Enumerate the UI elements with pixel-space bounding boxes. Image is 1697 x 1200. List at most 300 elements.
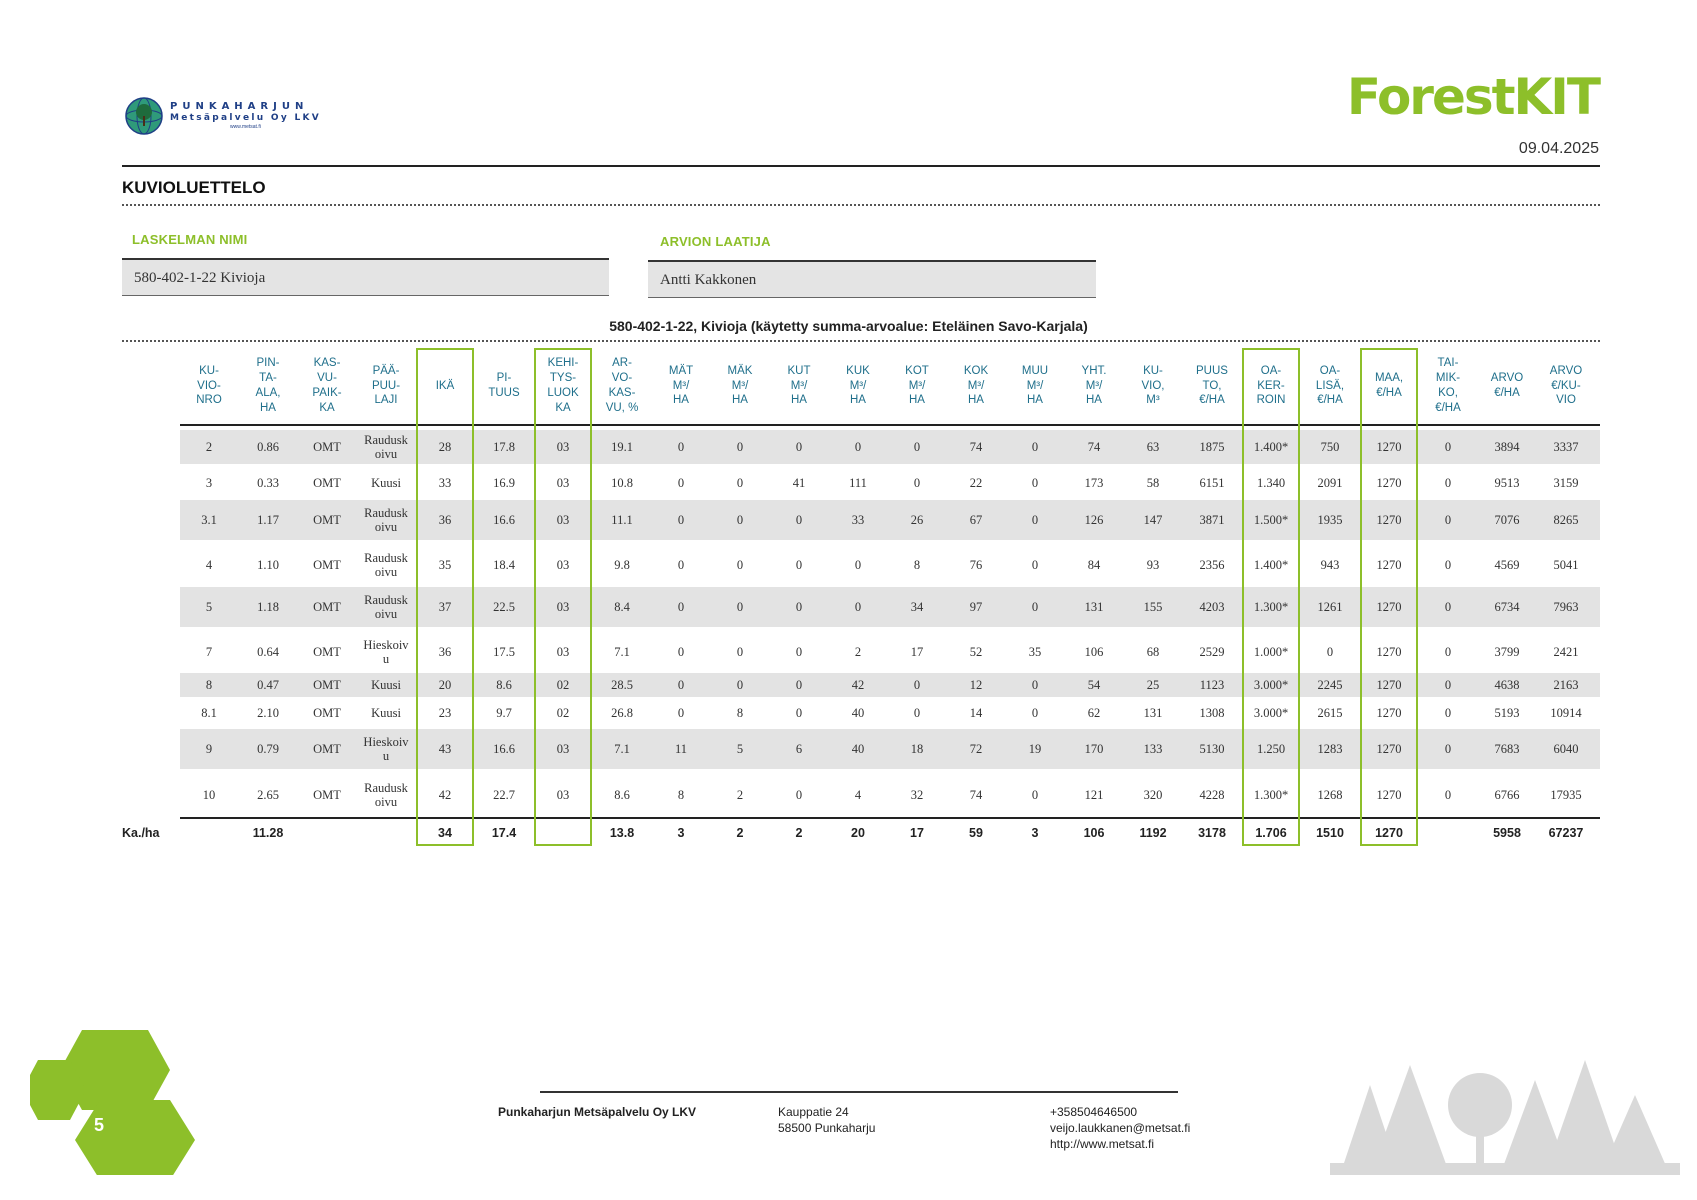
table-cell: 1.10 xyxy=(257,557,279,572)
table-cell: 9 xyxy=(205,741,213,756)
table-cell: 3.000* xyxy=(1253,705,1289,720)
table-cell: 33 xyxy=(438,475,452,490)
totals-label: Ka./ha xyxy=(122,826,160,840)
totals-cell: 5958 xyxy=(1493,826,1521,840)
table-cell: 74 xyxy=(969,787,983,802)
table-cell: 0 xyxy=(677,439,685,454)
table-cell: 63 xyxy=(1146,439,1160,454)
table-cell: 8 xyxy=(913,557,921,572)
table-cell: 26 xyxy=(910,512,924,527)
table-cell: 0 xyxy=(913,705,921,720)
table-cell: 54 xyxy=(1087,677,1101,692)
table-cell: 17935 xyxy=(1550,787,1582,802)
footer-divider xyxy=(540,1091,1178,1093)
table-cell: 1875 xyxy=(1199,439,1225,454)
table-cell: 43 xyxy=(438,741,452,756)
table-cell: 8.4 xyxy=(614,599,630,614)
table-cell: 0 xyxy=(1031,705,1039,720)
table-cell: 8.6 xyxy=(496,677,512,692)
column-header-mat: MÄT M³/ HA xyxy=(668,364,694,407)
table-cell: 19.1 xyxy=(611,439,633,454)
table-cell: 8 xyxy=(736,705,744,720)
table-cell: 10 xyxy=(202,787,216,802)
table-cell: OMT xyxy=(313,512,341,527)
totals-cell: 17.4 xyxy=(491,826,517,840)
footer-contact xyxy=(1050,1104,1190,1152)
table-cell: 02 xyxy=(556,677,570,692)
table-cell: 8.6 xyxy=(614,787,630,802)
table-cell: 0 xyxy=(677,677,685,692)
table-cell: 0 xyxy=(854,439,862,454)
totals-cell: 13.8 xyxy=(609,826,635,840)
table-cell: 2.65 xyxy=(257,787,279,802)
highlight-column-frame xyxy=(534,348,592,846)
table-cell: 8.1 xyxy=(201,705,217,720)
table-cell: 173 xyxy=(1084,475,1104,490)
table-cell: 1.340 xyxy=(1256,475,1286,490)
table-cell: 7.1 xyxy=(614,741,630,756)
table-cell: 0 xyxy=(736,439,744,454)
table-cell: 2 xyxy=(205,439,213,454)
table-cell: 12 xyxy=(969,677,983,692)
column-header-ku-vio-nro: KU- VIO- NRO xyxy=(196,364,222,407)
table-cell: 35 xyxy=(1028,644,1042,659)
totals-cell: 1192 xyxy=(1139,826,1167,840)
table-cell: 1.400* xyxy=(1253,439,1289,454)
table-cell: 41 xyxy=(792,475,806,490)
table-cell: 1270 xyxy=(1376,599,1402,614)
table-cell: 0 xyxy=(1444,475,1452,490)
table-cell: 16.6 xyxy=(493,512,515,527)
table-cell: 1270 xyxy=(1376,677,1402,692)
totals-cell: 17 xyxy=(910,826,924,840)
table-cell: 133 xyxy=(1143,741,1163,756)
table-cell: 6766 xyxy=(1494,787,1520,802)
table-cell: 18.4 xyxy=(493,557,515,572)
table-cell: 1.300* xyxy=(1253,787,1289,802)
table-cell: 4569 xyxy=(1494,557,1520,572)
table-cell: 2529 xyxy=(1199,644,1225,659)
column-header-kuvio-m3: KU- VIO, M³ xyxy=(1141,364,1165,407)
table-cell: 02 xyxy=(556,705,570,720)
table-cell: 131 xyxy=(1143,705,1163,720)
table-cell: 147 xyxy=(1143,512,1163,527)
table-cell: 0 xyxy=(1444,439,1452,454)
table-cell: 0 xyxy=(1031,512,1039,527)
table-cell: 0 xyxy=(1031,475,1039,490)
table-cell: 0 xyxy=(795,705,803,720)
table-cell: 35 xyxy=(438,557,452,572)
table-cell: 17 xyxy=(910,644,924,659)
table-cell: 4228 xyxy=(1199,787,1225,802)
table-cell: 8 xyxy=(205,677,213,692)
table-cell: 58 xyxy=(1146,475,1160,490)
calc-name-label: LASKELMAN NIMI xyxy=(132,232,248,247)
table-cell: 14 xyxy=(969,705,983,720)
logo-line-3: www.metsat.fi xyxy=(230,124,261,130)
table-cell: 0 xyxy=(1444,705,1452,720)
table-cell: 84 xyxy=(1087,557,1101,572)
logo-line-2: Metsäpalvelu Oy LKV xyxy=(170,113,322,123)
table-cell: 36 xyxy=(438,644,452,659)
totals-cell: 106 xyxy=(1083,826,1105,840)
table-cell: 1270 xyxy=(1376,439,1402,454)
table-cell: 750 xyxy=(1320,439,1340,454)
table-cell: 6734 xyxy=(1494,599,1520,614)
table-cell: 0 xyxy=(854,557,862,572)
totals-cell: 34 xyxy=(438,826,452,840)
table-cell: 1270 xyxy=(1376,475,1402,490)
table-cell: 5 xyxy=(205,599,213,614)
table-cell: OMT xyxy=(313,475,341,490)
footer-company: Punkaharjun Metsäpalvelu Oy LKV xyxy=(498,1105,697,1119)
table-cell: 1123 xyxy=(1199,677,1225,692)
table-cell: Kuusi xyxy=(371,475,401,490)
column-header-arvo-ha: ARVO €/HA xyxy=(1490,372,1524,399)
column-header-oa-lisa: OA- LISÄ, €/HA xyxy=(1315,364,1345,407)
table-cell: 9.7 xyxy=(496,705,512,720)
table-cell: 0 xyxy=(677,705,685,720)
table-cell: 0 xyxy=(1444,741,1452,756)
table-cell: 11 xyxy=(674,741,688,756)
footer-phone: +358504646500 xyxy=(1050,1105,1138,1119)
column-header-kok: KOK M³/ HA xyxy=(963,364,989,407)
table-cell: 42 xyxy=(438,787,452,802)
table-cell: 03 xyxy=(556,439,570,454)
column-header-kehitysluokka: KEHI- TYS- LUOK KA xyxy=(547,357,579,414)
table-cell: 0 xyxy=(1444,644,1452,659)
table-cell: 7076 xyxy=(1494,512,1520,527)
table-cell: 1.400* xyxy=(1253,557,1289,572)
table-cell: 2091 xyxy=(1317,475,1343,490)
tree-globe-icon xyxy=(124,96,164,136)
table-cell: 40 xyxy=(851,741,865,756)
table-cell: 34 xyxy=(910,599,924,614)
column-header-oa-kerroin: OA- KER- ROIN xyxy=(1256,364,1286,407)
table-cell: 6151 xyxy=(1199,475,1225,490)
highlight-column-frame xyxy=(1242,348,1300,846)
table-cell: 67 xyxy=(969,512,983,527)
header-divider xyxy=(122,165,1600,167)
table-cell: 25 xyxy=(1146,677,1160,692)
table-cell: 03 xyxy=(556,512,570,527)
table-cell: 0 xyxy=(795,599,803,614)
table-cell: 1261 xyxy=(1317,599,1343,614)
column-header-puusto: PUUS TO, €/HA xyxy=(1196,364,1228,407)
table-cell: 03 xyxy=(556,599,570,614)
page-title: KUVIOLUETTELO xyxy=(122,178,266,197)
table-cell: 26.8 xyxy=(611,705,633,720)
totals-cell: 20 xyxy=(851,826,865,840)
table-cell: 0 xyxy=(913,475,921,490)
table-cell: OMT xyxy=(313,741,341,756)
table-cell: 33 xyxy=(851,512,865,527)
table-cell: 03 xyxy=(556,475,570,490)
table-cell: Kuusi xyxy=(371,677,401,692)
calc-name-field: 580-402-1-22 Kivioja xyxy=(122,258,609,296)
table-cell: 0 xyxy=(854,599,862,614)
table-cell: 9.8 xyxy=(614,557,630,572)
table-cell: 28 xyxy=(438,439,452,454)
table-cell: 0 xyxy=(677,475,685,490)
footer-email[interactable]: veijo.laukkanen@metsat.fi xyxy=(1050,1121,1191,1135)
table-cell: 943 xyxy=(1320,557,1340,572)
table-cell: 106 xyxy=(1084,644,1104,659)
table-cell: 22 xyxy=(969,475,983,490)
table-cell: 7.1 xyxy=(614,644,630,659)
appraiser-field: Antti Kakkonen xyxy=(648,260,1096,298)
table-cell: 22.5 xyxy=(493,599,515,614)
table-cell: 2.10 xyxy=(257,705,279,720)
table-cell: 2356 xyxy=(1199,557,1225,572)
table-cell: 0.64 xyxy=(257,644,279,659)
table-cell: 3337 xyxy=(1553,439,1579,454)
table-cell: 03 xyxy=(556,787,570,802)
table-cell: 9513 xyxy=(1494,475,1520,490)
table-cell: 0 xyxy=(1031,787,1039,802)
table-cell: 2 xyxy=(854,644,862,659)
table-cell: 155 xyxy=(1143,599,1163,614)
table-cell: 0 xyxy=(1326,644,1334,659)
column-header-muu: MUU M³/ HA xyxy=(1021,364,1049,407)
appraiser-label: ARVION LAATIJA xyxy=(660,234,771,249)
table-cell: 1283 xyxy=(1317,741,1343,756)
table-cell: 1.250 xyxy=(1256,741,1286,756)
table-cell: 10914 xyxy=(1550,705,1582,720)
logo-line-1: PUNKAHARJUN xyxy=(170,101,309,112)
table-cell: 4 xyxy=(205,557,213,572)
table-cell: 5193 xyxy=(1494,705,1520,720)
table-cell: Raudusk oivu xyxy=(364,550,408,579)
column-header-pinta-ala: PIN- TA- ALA, HA xyxy=(255,357,281,414)
forestkit-logo: ForestKIT xyxy=(1346,68,1599,126)
table-cell: 97 xyxy=(969,599,983,614)
table-cell: 6040 xyxy=(1553,741,1579,756)
table-cell: 0 xyxy=(795,644,803,659)
totals-cell: 59 xyxy=(969,826,983,840)
table-cell: 6 xyxy=(795,741,803,756)
table-cell: 4 xyxy=(854,787,862,802)
column-header-arvokasvu: AR- VO- KAS- VU, % xyxy=(605,357,639,414)
table-cell: 2245 xyxy=(1317,677,1343,692)
table-cell: 20 xyxy=(438,677,452,692)
totals-cell: 11.28 xyxy=(252,826,284,840)
table-cell: OMT xyxy=(313,439,341,454)
column-header-paapuulaji: PÄÄ- PUU- LAJI xyxy=(371,364,401,407)
table-cell: Raudusk oivu xyxy=(364,592,408,621)
table-cell: 5041 xyxy=(1553,557,1579,572)
table-cell: 0 xyxy=(1031,557,1039,572)
column-header-maa: MAA, €/HA xyxy=(1374,372,1404,399)
table-cell: OMT xyxy=(313,644,341,659)
table-cell: 5130 xyxy=(1199,741,1225,756)
table-cell: 28.5 xyxy=(611,677,633,692)
table-cell: OMT xyxy=(313,787,341,802)
table-cell: 0 xyxy=(913,677,921,692)
page-number: 5 xyxy=(94,1115,105,1135)
table-dotted-divider xyxy=(122,340,1600,342)
table-cell: 2163 xyxy=(1553,677,1579,692)
table-cell: 1.17 xyxy=(257,512,279,527)
table-cell: Hieskoiv u xyxy=(363,734,409,763)
table-cell: 0 xyxy=(677,557,685,572)
table-cell: 0 xyxy=(1031,439,1039,454)
table-cell: 0.86 xyxy=(257,439,279,454)
table-cell: 7 xyxy=(205,644,213,659)
table-cell: 1268 xyxy=(1317,787,1343,802)
table-cell: 62 xyxy=(1087,705,1101,720)
table-cell: 0 xyxy=(677,599,685,614)
table-cell: 0 xyxy=(736,475,744,490)
table-cell: OMT xyxy=(313,599,341,614)
table-cell: 93 xyxy=(1146,557,1160,572)
table-cell: 3.000* xyxy=(1253,677,1289,692)
table-cell: 11.1 xyxy=(611,512,633,527)
table-cell: 0 xyxy=(677,644,685,659)
table-cell: OMT xyxy=(313,705,341,720)
table-cell: 111 xyxy=(849,475,867,490)
table-cell: 1935 xyxy=(1317,512,1343,527)
totals-cell: 3178 xyxy=(1198,826,1226,840)
table-cell: 0 xyxy=(1444,677,1452,692)
table-cell: 18 xyxy=(910,741,924,756)
table-cell: Kuusi xyxy=(371,705,401,720)
footer-website[interactable]: http://www.metsat.fi xyxy=(1050,1137,1155,1151)
column-header-pituus: PI- TUUS xyxy=(488,372,520,399)
table-cell: 8 xyxy=(677,787,685,802)
table-cell: 1270 xyxy=(1376,787,1402,802)
table-cell: 17.5 xyxy=(493,644,515,659)
table-cell: 74 xyxy=(969,439,983,454)
table-cell: 3894 xyxy=(1494,439,1520,454)
totals-cell: 3 xyxy=(1031,826,1039,840)
table-cell: 170 xyxy=(1084,741,1104,756)
table-cell: 0.79 xyxy=(257,741,279,756)
table-cell: 3871 xyxy=(1199,512,1225,527)
table-cell: 19 xyxy=(1028,741,1042,756)
table-cell: 0 xyxy=(1444,512,1452,527)
table-cell: 5 xyxy=(736,741,744,756)
table-cell: 37 xyxy=(438,599,452,614)
table-cell: 42 xyxy=(851,677,865,692)
table-cell: 1.300* xyxy=(1253,599,1289,614)
totals-cell: 67237 xyxy=(1548,826,1584,840)
table-cell: 0 xyxy=(795,557,803,572)
table-cell: 32 xyxy=(910,787,924,802)
table-cell: 76 xyxy=(969,557,983,572)
table-cell: 0 xyxy=(795,512,803,527)
table-cell: 0 xyxy=(913,439,921,454)
totals-cell: 1270 xyxy=(1375,826,1403,840)
table-cell: 72 xyxy=(969,741,983,756)
hexagon-decoration xyxy=(30,1025,200,1175)
table-cell: 3 xyxy=(205,475,213,490)
table-cell: 3.1 xyxy=(201,512,217,527)
table-cell: 10.8 xyxy=(611,475,633,490)
table-cell: 68 xyxy=(1146,644,1160,659)
table-cell: 1270 xyxy=(1376,741,1402,756)
column-header-yht: YHT. M³/ HA xyxy=(1081,364,1107,407)
highlight-column-frame xyxy=(1360,348,1418,846)
totals-cell: 2 xyxy=(736,826,744,840)
table-cell: Raudusk oivu xyxy=(364,505,408,534)
table-cell: 03 xyxy=(556,644,570,659)
table-cell: 131 xyxy=(1084,599,1104,614)
column-header-arvo-kuvio: ARVO €/KU- VIO xyxy=(1549,364,1583,407)
table-cell: 0 xyxy=(677,512,685,527)
table-cell: 121 xyxy=(1084,787,1104,802)
table-caption: 580-402-1-22, Kivioja (käytetty summa-arvoalue: Eteläinen Savo-Karjala) xyxy=(609,318,1088,334)
table-cell: 7963 xyxy=(1553,599,1579,614)
table-cell: 7683 xyxy=(1494,741,1520,756)
title-dotted-divider xyxy=(122,204,1600,206)
table-cell: 23 xyxy=(438,705,452,720)
column-header-mak: MÄK M³/ HA xyxy=(727,364,753,407)
table-cell: 1.500* xyxy=(1253,512,1289,527)
table-cell: 3799 xyxy=(1494,644,1520,659)
table-cell: 4203 xyxy=(1199,599,1225,614)
footer-street: Kauppatie 24 xyxy=(778,1105,849,1119)
column-header-kut: KUT M³/ HA xyxy=(787,364,811,407)
table-cell: 2 xyxy=(736,787,744,802)
table-cell: 0 xyxy=(795,439,803,454)
table-cell: 1.18 xyxy=(257,599,279,614)
table-cell: 36 xyxy=(438,512,452,527)
table-cell: 1270 xyxy=(1376,557,1402,572)
table-cell: 1270 xyxy=(1376,644,1402,659)
table-cell: 0.33 xyxy=(257,475,279,490)
table-cell: 3159 xyxy=(1553,475,1579,490)
table-cell: OMT xyxy=(313,557,341,572)
highlight-column-frame xyxy=(416,348,474,846)
table-cell: 0 xyxy=(1444,599,1452,614)
company-logo xyxy=(124,96,324,136)
table-cell: 74 xyxy=(1087,439,1101,454)
table-cell: 52 xyxy=(969,644,983,659)
totals-cell: 1.706 xyxy=(1255,826,1287,840)
table-cell: 0 xyxy=(1031,677,1039,692)
table-cell: 17.8 xyxy=(493,439,515,454)
column-header-kasvupaikka: KAS- VU- PAIK- KA xyxy=(312,357,342,414)
table-cell: 0 xyxy=(795,677,803,692)
table-cell: 0 xyxy=(736,557,744,572)
table-cell: 0 xyxy=(1444,787,1452,802)
table-cell: 0 xyxy=(736,512,744,527)
table-cell: 16.9 xyxy=(493,475,515,490)
table-cell: 320 xyxy=(1143,787,1163,802)
table-cell: 0 xyxy=(736,599,744,614)
table-cell: 126 xyxy=(1084,512,1104,527)
column-header-taimikko: TAI- MIK- KO, €/HA xyxy=(1435,357,1461,414)
table-cell: 22.7 xyxy=(493,787,515,802)
table-cell: 0 xyxy=(736,644,744,659)
table-cell: 1308 xyxy=(1199,705,1225,720)
table-cell: 4638 xyxy=(1494,677,1520,692)
totals-cell: 2 xyxy=(795,826,803,840)
table-cell: 2421 xyxy=(1553,644,1579,659)
table-cell: OMT xyxy=(313,677,341,692)
table-cell: 0 xyxy=(736,677,744,692)
table-cell: 0 xyxy=(1444,557,1452,572)
table-cell: 1270 xyxy=(1376,512,1402,527)
table-cell: 8265 xyxy=(1553,512,1579,527)
table-cell: 40 xyxy=(851,705,865,720)
column-header-ika: IKÄ xyxy=(435,379,455,392)
table-cell: 1.000* xyxy=(1253,644,1289,659)
table-cell: 2615 xyxy=(1317,705,1343,720)
table-cell: Raudusk oivu xyxy=(364,780,408,809)
table-cell: 0 xyxy=(1031,599,1039,614)
